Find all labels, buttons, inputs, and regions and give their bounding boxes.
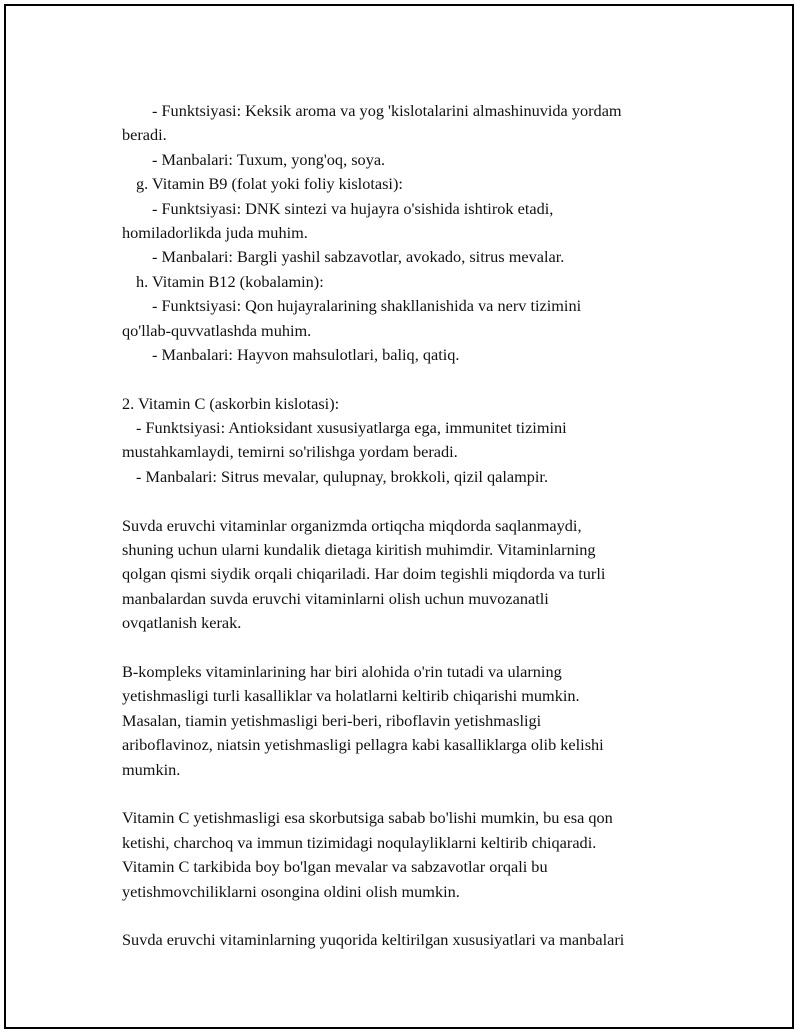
text-line: - Funktsiyasi: Keksik aroma va yog 'kislotalarini almashinuvida yordam [152, 101, 622, 120]
text-line: 2. Vitamin C (askorbin kislotasi): [122, 393, 340, 413]
text-line: g. Vitamin B9 (folat yoki foliy kislotasi): [136, 174, 403, 194]
text-line: qo'llab-quvvatlashda muhim. [122, 320, 312, 340]
text-line: ariboflavinoz, niatsin yetishmasligi pellagra kabi kasalliklarga olib kelishi [122, 735, 604, 755]
text-line: mustahkamlaydi, temirni so'rilishga yordam beradi. [122, 442, 458, 462]
text-line: Vitamin C yetishmasligi esa skorbutsiga sabab bo'lishi mumkin, bu esa qon [122, 808, 613, 828]
text-line: Suvda eruvchi vitaminlar organizmda ortiqcha miqdorda saqlanmaydi, [122, 515, 582, 535]
blank-line [122, 367, 702, 391]
text-line: Suvda eruvchi vitaminlarning yuqorida keltirilgan xususiyatlari va manbalari [122, 930, 625, 950]
text-line: qolgan qismi siydik orqali chiqariladi. Har doim tegishli miqdorda va turli [122, 564, 606, 584]
text-line: manbalardan suvda eruvchi vitaminlarni olish uchun muvozanatli [122, 588, 549, 608]
text-line: Vitamin C tarkibida boy bo'lgan mevalar va sabzavotlar orqali bu [122, 857, 548, 877]
text-line: - Funktsiyasi: Qon hujayralarining shakllanishida va nerv tizimini [152, 296, 582, 316]
text-line: ketishi, charchoq va immun tizimidagi noqulayliklarni keltirib chiqaradi. [122, 832, 597, 852]
text-line: Masalan, tiamin yetishmasligi beri-beri, riboflavin yetishmasligi [122, 710, 542, 730]
text-line: yetishmasligi turli kasalliklar va holatlarni keltirib chiqarishi mumkin. [122, 686, 580, 706]
text-line: ovqatlanish kerak. [122, 613, 242, 633]
text-line: homiladorlikda juda muhim. [122, 222, 308, 242]
text-line: - Funktsiyasi: Antioksidant xususiyatlarga ega, immunitet tizimini [136, 418, 567, 438]
text-line: mumkin. [122, 759, 181, 779]
text-line: - Manbalari: Tuxum, yong'oq, soya. [152, 149, 386, 169]
text-line: - Manbalari: Bargli yashil sabzavotlar, avokado, sitrus mevalar. [152, 247, 565, 267]
blank-line [122, 904, 702, 928]
document-body [122, 99, 702, 953]
text-line: h. Vitamin B12 (kobalamin): [136, 271, 324, 291]
text-line: yetishmovchiliklarni osongina oldini olish mumkin. [122, 881, 460, 901]
page-frame [4, 4, 794, 1029]
blank-line [122, 636, 702, 660]
text-line: - Manbalari: Sitrus mevalar, qulupnay, brokkoli, qizil qalampir. [136, 466, 549, 486]
text-line: - Funktsiyasi: DNK sintezi va hujayra o'sishida ishtirok etadi, [152, 198, 554, 218]
text-line: B-kompleks vitaminlarining har biri alohida o'rin tutadi va ularning [122, 661, 562, 681]
blank-line [122, 782, 702, 806]
text-line: beradi. [122, 125, 167, 145]
blank-line [122, 489, 702, 513]
text-line: - Manbalari: Hayvon mahsulotlari, baliq, qatiq. [152, 344, 460, 364]
text-line: shuning uchun ularni kundalik dietaga kiritish muhimdir. Vitaminlarning [122, 540, 596, 560]
